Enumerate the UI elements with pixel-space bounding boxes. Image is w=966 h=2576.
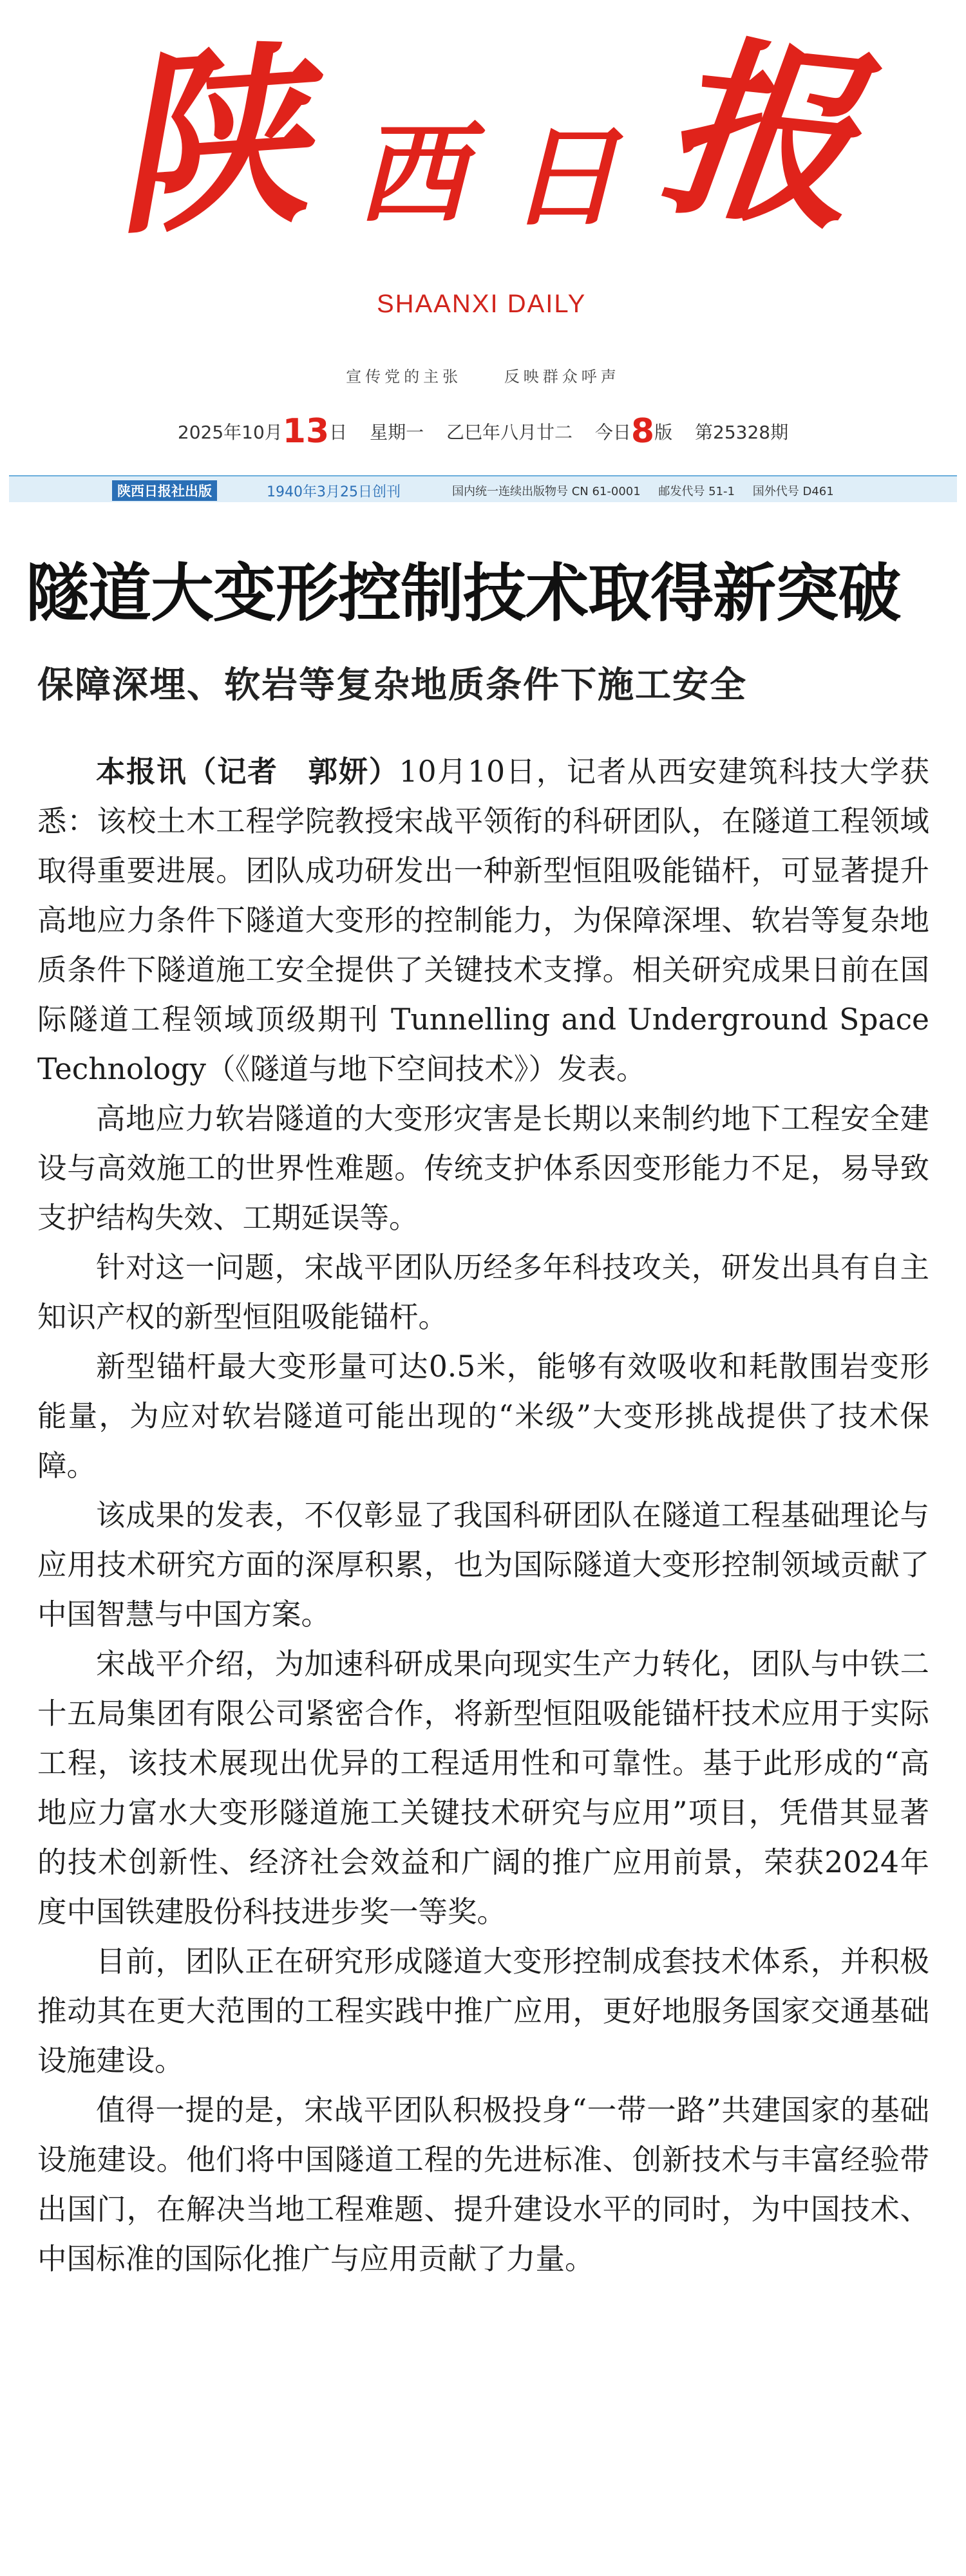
paragraph: 针对这一问题，宋战平团队历经多年科技攻关，研发出具有自主知识产权的新型恒阻吸能锚杆。	[37, 1250, 929, 1334]
date-day: 13	[282, 412, 330, 451]
page-count: 8	[630, 412, 655, 451]
headline: 隧道大变形控制技术取得新突破	[26, 557, 901, 630]
logo-english: SHAANXI DAILY	[377, 290, 587, 318]
today-prefix: 今日	[594, 422, 631, 443]
info-bar	[9, 475, 957, 502]
paragraph: 高地应力软岩隧道的大变形灾害是长期以来制约地下工程安全建设与高效施工的世界性难题。传统支护体系因变形能力不足，易导致支护结构失效、工期延误等。	[37, 1102, 929, 1235]
cn-number: 国内统一连续出版物号 CN 61-0001	[452, 485, 641, 498]
byline: （记者 郭妍）	[187, 754, 399, 789]
paragraph	[37, 747, 929, 1094]
logo-char-2: 西	[357, 109, 468, 238]
paragraph: 目前，团队正在研究形成隧道大变形控制成套技术体系，并积极推动其在更大范围的工程实践中推广应用，更好地服务国家交通基础设施建设。	[37, 1944, 929, 2078]
paragraph: 新型锚杆最大变形量可达0.5米，能够有效吸收和耗散围岩变形能量，为应对软岩隧道可能出现的“米级”大变形挑战提供了技术保障。	[37, 1349, 929, 1483]
publication-codes	[452, 482, 848, 499]
paragraph-text: 10月10日，记者从西安建筑科技大学获悉：该校土木工程学院教授宋战平领衔的科研团队，在隧道工程领域取得重要进展。团队成功研发出一种新型恒阻吸能锚杆，可显著提升高地应力条件下隧道大变形的控制能力，为保障深埋、软岩等复杂地质条件下隧道施工安全提供了关键技术支撑。相关研究成果日前在国际隧道工程领域顶级期刊 Tunnelling and Underground Space Technology（《隧道与地下空间技术》）发表。	[37, 755, 929, 1086]
page-count-suffix: 版	[654, 422, 673, 443]
lead-tag: 本报讯	[96, 754, 187, 789]
foreign-code: 国外代号 D461	[752, 485, 834, 498]
logo-char-1: 陕	[105, 21, 314, 262]
paragraph: 值得一提的是，宋战平团队积极投身“一带一路”共建国家的基础设施建设。他们将中国隧道工程的先进标准、创新技术与丰富经验带出国门，在解决当地工程难题、提升建设水平的同时，为中国技术、中国标准的国际化推广与应用贡献了力量。	[37, 2093, 929, 2276]
slogan-left: 宣传党的主张	[346, 368, 462, 386]
founded-date: 1940年3月25日创刊	[267, 484, 401, 500]
subheadline: 保障深埋、软岩等复杂地质条件下施工安全	[37, 664, 747, 706]
issue-number: 第25328期	[695, 422, 789, 443]
date-lunar: 乙巳年八月廿二	[446, 422, 573, 443]
date-weekday: 星期一	[370, 422, 424, 443]
logo-char-3: 日	[509, 113, 619, 241]
slogan-right: 反映群众呼声	[504, 368, 620, 386]
paragraph: 该成果的发表，不仅彰显了我国科研团队在隧道工程基础理论与应用技术研究方面的深厚积累，也为国际隧道大变形控制领域贡献了中国智慧与中国方案。	[37, 1498, 929, 1631]
date-day-suffix: 日	[329, 422, 348, 443]
slogan	[0, 364, 966, 386]
logo-char-4: 报	[652, 12, 868, 258]
article-body	[37, 747, 929, 2284]
publisher-badge: 陕西日报社出版	[112, 480, 217, 501]
postal-code: 邮发代号 51-1	[658, 485, 735, 498]
date-year-month: 2025年10月	[177, 422, 283, 443]
paragraph: 宋战平介绍，为加速科研成果向现实生产力转化，团队与中铁二十五局集团有限公司紧密合作，将新型恒阻吸能锚杆技术应用于实际工程，该技术展现出优异的工程适用性和可靠性。基于此形成的“高地应力富水大变形隧道施工关键技术研究与应用”项目，凭借其显著的技术创新性、经济社会效益和广阔的推广应用前景，荣获2024年度中国铁建股份科技进步奖一等奖。	[37, 1647, 929, 1929]
dateline	[0, 412, 966, 451]
masthead	[0, 0, 966, 502]
